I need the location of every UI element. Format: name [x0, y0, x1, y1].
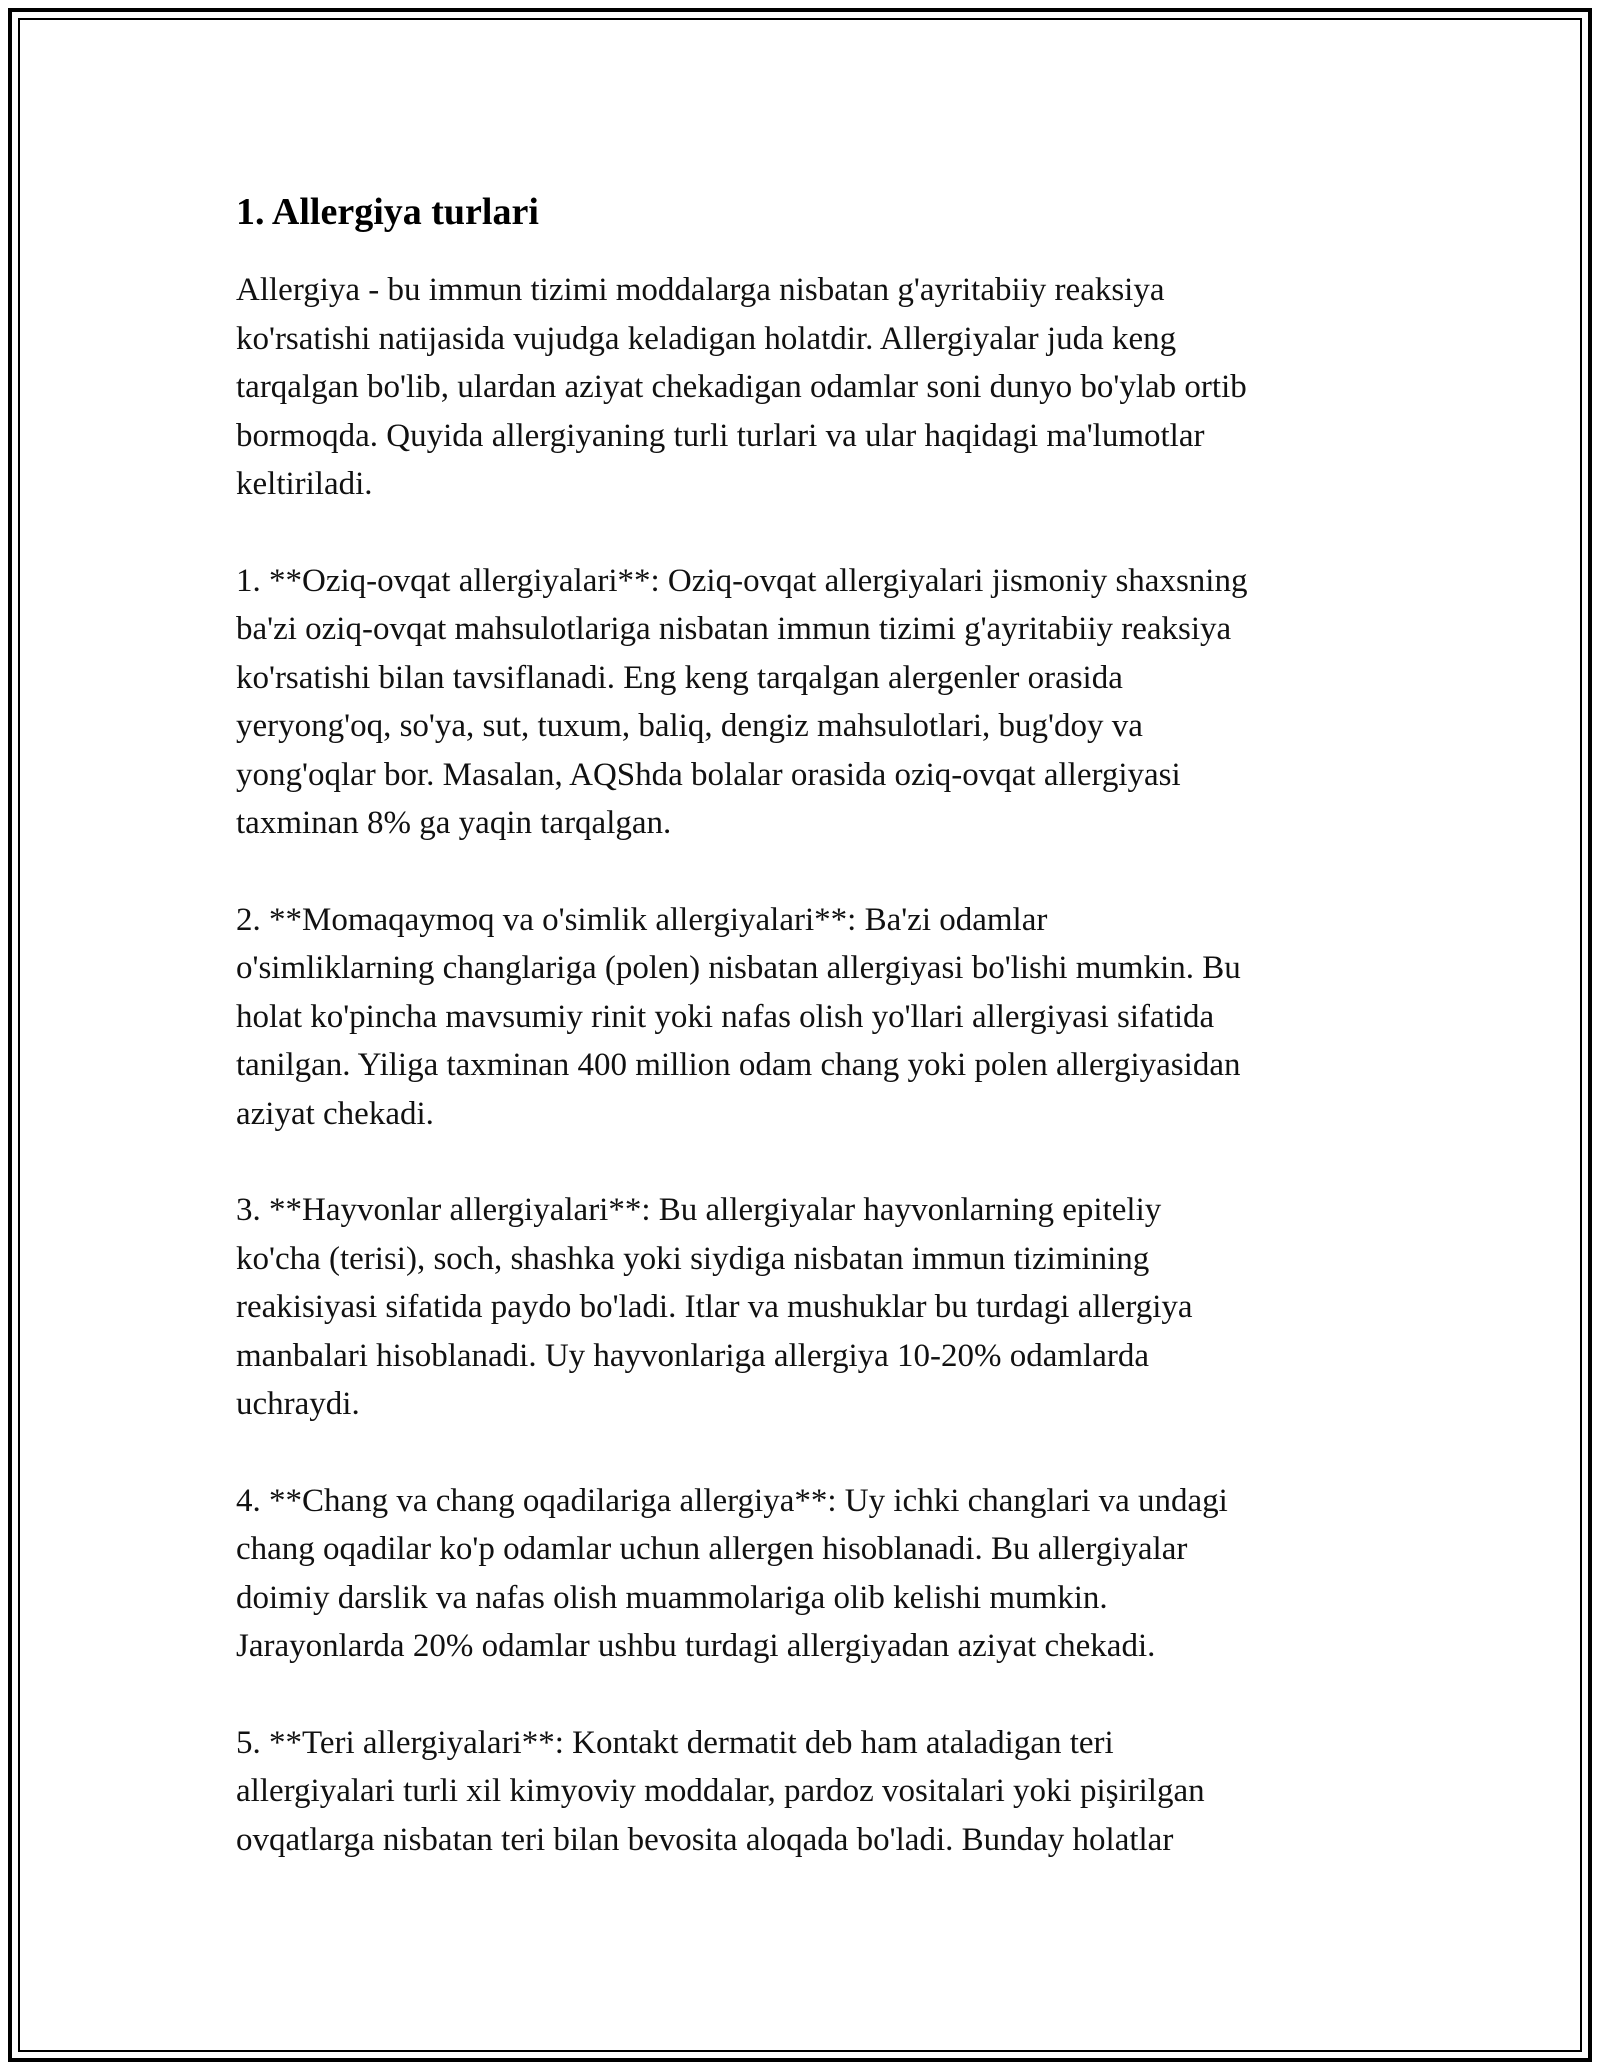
document-title: 1. Allergiya turlari	[236, 191, 539, 233]
paragraph-food-allergies: 1. **Oziq-ovqat allergiyalari**: Oziq-ovqat allergiyalari jismoniy shaxsning ba'zi oziq-ovqat mahsulotlariga nisbatan immun tizimi g'ayritabiiy reaksiya ko'rsatishi bilan tavsiflanadi. Eng keng tarqalgan alergenler orasida yeryong'oq, so'ya, sut, tuxum, baliq, dengiz mahsulotlari, bug'doy va yong'oqlar bor. Masalan, AQShda bolalar orasida oziq-ovqat allergiyasi taxminan 8% ga yaqin tarqalgan.	[236, 562, 1248, 841]
paragraph-intro: Allergiya - bu immun tizimi moddalarga nisbatan g'ayritabiiy reaksiya ko'rsatishi natijasida vujudga keladigan holatdir. Allergiyalar juda keng tarqalgan bo'lib, ulardan aziyat chekadigan odamlar soni dunyo bo'ylab ortib bormoqda. Quyida allergiyaning turli turlari va ular haqidagi ma'lumotlar keltiriladi.	[236, 272, 1247, 502]
paragraph-dust-allergies: 4. **Chang va chang oqadilariga allergiya**: Uy ichki changlari va undagi chang oqadilar ko'p odamlar uchun allergen hisoblanadi. Bu allergiyalar doimiy darslik va nafas olish muammolariga olib kelishi mumkin. Jarayonlarda 20% odamlar ushbu turdagi allergiyadan aziyat chekadi.	[236, 1482, 1228, 1664]
paragraph-animal-allergies: 3. **Hayvonlar allergiyalari**: Bu allergiyalar hayvonlarning epiteliy ko'cha (terisi), soch, shashka yoki siydiga nisbatan immun tizimining reakisiyasi sifatida paydo bo'ladi. Itlar va mushuklar bu turdagi allergiya manbalari hisoblanadi. Uy hayvonlariga allergiya 10-20% odamlarda uchraydi.	[236, 1192, 1193, 1422]
paragraph-pollen-allergies: 2. **Momaqaymoq va o'simlik allergiyalari**: Ba'zi odamlar o'simliklarning changlariga (polen) nisbatan allergiyasi bo'lishi mumkin. Bu holat ko'pincha mavsumiy rinit yoki nafas olish yo'llari allergiyasi sifatida tanilgan. Yiliga taxminan 400 million odam chang yoki polen allergiyasidan aziyat chekadi.	[236, 901, 1241, 1132]
document-body	[236, 186, 1376, 1912]
paragraph-skin-allergies: 5. **Teri allergiyalari**: Kontakt dermatit deb ham ataladigan teri allergiyalari turli xil kimyoviy moddalar, pardoz vositalari yoki pişirilgan ovqatlarga nisbatan teri bilan bevosita aloqada bo'ladi. Bunday holatlar	[236, 1724, 1205, 1858]
